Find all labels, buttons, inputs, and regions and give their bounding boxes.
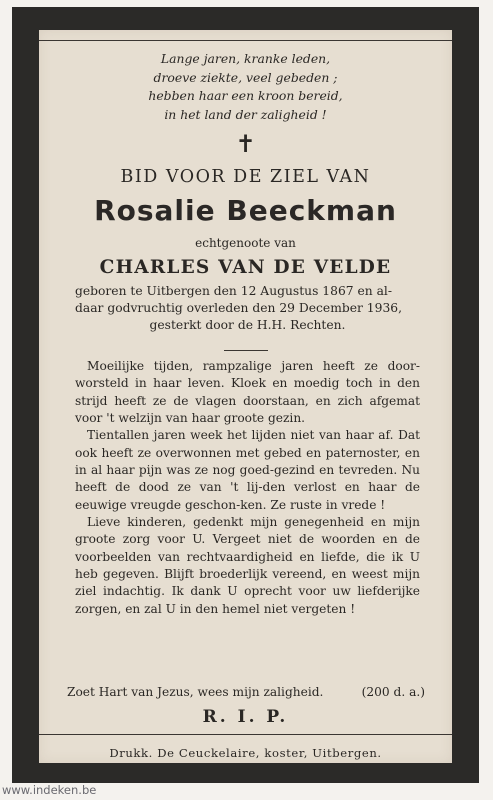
top-border-rule	[39, 40, 452, 41]
eulogy-paragraph: Lieve kinderen, gedenkt mijn genegenheid en mijn groote zorg voor U. Vergeet niet de woorden en de voorbeelden van rechtvaardigheid en liefde, die ik U heb gegeven. Blijft broederlijk vereend, en weest mijn ziel indachtig. Ik dank U oprecht voor uw liefderijke zorgen, en zal U in den hemel niet vergeten !	[75, 515, 420, 616]
eulogy-text	[75, 358, 420, 618]
invocation: Zoet Hart van Jezus, wees mijn zaligheid.	[67, 685, 324, 699]
dates-line: geboren te Uitbergen den 12 Augustus 1867 en al-	[75, 284, 393, 298]
memorial-card	[12, 7, 479, 783]
divider	[224, 350, 268, 351]
watermark: www.indeken.be	[2, 783, 97, 797]
cross-icon: ✝	[235, 130, 256, 158]
dates-line: daar godvruchtig overleden den 29 December 1936,	[75, 301, 403, 315]
eulogy-paragraph: Tientallen jaren week het lijden niet van haar af. Dat ook heeft ze overwonnen met gebed en paternoster, en in al haar pijn was ze nog goed-gezind en tevreden. Nu heeft de dood ze van 't lij-den verlost en haar de eeuwige vreugde geschon-ken. Ze ruste in vrede !	[75, 428, 420, 512]
spouse-name: CHARLES VAN DE VELDE	[99, 257, 392, 278]
verse-line: hebben haar een kroon bereid,	[148, 88, 343, 103]
verse-line: Lange jaren, kranke leden,	[160, 51, 331, 66]
card-paper	[39, 30, 452, 763]
spouse-label: echtgenoote van	[195, 236, 296, 250]
opening-verse	[39, 50, 452, 124]
deceased-name: Rosalie Beeckman	[94, 194, 397, 227]
prayer-heading: BID VOOR DE ZIEL VAN	[120, 167, 371, 187]
verse-line: droeve ziekte, veel gebeden ;	[153, 69, 338, 85]
invocation-line	[67, 684, 425, 701]
indulgence-note: (200 d. a.)	[361, 685, 425, 699]
rip-heading: R. I. P.	[202, 707, 289, 727]
verse-line: in het land der zaligheid !	[164, 106, 327, 122]
life-dates	[75, 283, 420, 334]
printer-credit: Drukk. De Ceuckelaire, koster, Uitbergen.	[109, 746, 382, 760]
eulogy-paragraph: Moeilijke tijden, rampzalige jaren heeft ze door-worsteld in haar leven. Kloek en moedig toch in den strijd heeft ze de vlagen doorstaan, en zich afgemat voor 't welzijn van haar groote gezin.	[75, 359, 420, 426]
bottom-border-rule	[39, 734, 452, 735]
dates-line: gesterkt door de H.H. Rechten.	[149, 318, 346, 332]
